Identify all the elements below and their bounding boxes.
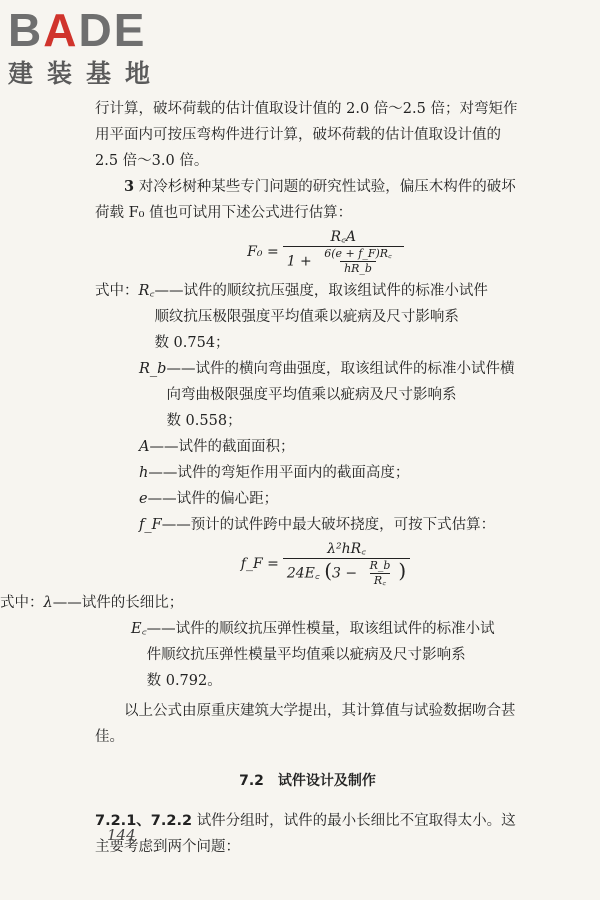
definition-symbol: E꜀ [131, 621, 147, 637]
symbol-definitions-2 [0, 590, 520, 694]
definition-line: 数 0.754； [154, 335, 230, 351]
definition-item [0, 590, 520, 616]
definition-line: 数 0.792。 [146, 673, 222, 689]
paragraph-2-number: 3 [124, 178, 135, 195]
formula2-denominator [283, 558, 410, 588]
logo-letter-a: A [43, 4, 79, 56]
definition-line: 顺纹抗压极限强度平均值乘以疵病及尺寸影响系 [154, 309, 459, 325]
definition-symbol: h [139, 465, 149, 481]
formula2-numerator: λ²hR꜀ [327, 541, 366, 557]
definition-text [166, 356, 520, 434]
paragraph-4 [95, 808, 520, 860]
logo-wordmark [8, 4, 164, 56]
where-label: 式中： [95, 283, 139, 299]
definition-line: ——试件的顺纹抗压强度，取该组试件的标准小试件 [154, 283, 488, 299]
formula2-den-coefficient: 24E꜀ [286, 565, 320, 582]
formula2-fraction [283, 540, 410, 588]
paragraph-4-number: 7.2.1、7.2.2 [95, 813, 193, 829]
formula1-inner-numerator: 6(e + f_F)R꜀ [324, 247, 392, 260]
definition-symbol: R_b [139, 361, 167, 377]
definition-symbol: f_F [139, 517, 162, 533]
definition-line: ——试件的偏心距； [147, 491, 279, 507]
paragraph-1: 行计算，破坏荷载的估计值取设计值的 2.0 倍～2.5 倍；对弯矩作用平面内可按压弯构件进行计算，破坏荷载的估计值取设计值的 2.5 倍～3.0 倍。 [95, 101, 518, 169]
definition-symbol: λ [43, 595, 53, 611]
formula1-numerator: R꜀A [330, 229, 356, 245]
logo-letters-de: DE [78, 4, 147, 56]
paragraph-2-text: 对冷杉树种某些专门问题的研究性试验，偏压木构件的破坏荷载 F₀ 值也可试用下述公式进行估算： [95, 179, 516, 221]
formula1-inner-denominator: hR_b [340, 261, 376, 276]
definition-line: ——试件的顺纹抗压弹性模量，取该组试件的标准小试 [146, 621, 495, 637]
symbol-definitions-1 [95, 278, 520, 538]
paragraph-4-text: 试件分组时，试件的最小长细比不宜取得太小。这主要考虑到两个问题： [95, 813, 516, 855]
formula2-inner-denominator: R꜀ [370, 573, 390, 588]
formula-deflection [135, 540, 520, 588]
brand-logo [8, 4, 164, 90]
definition-item [95, 434, 520, 460]
formula-failure-load [135, 228, 520, 276]
definition-item [95, 460, 520, 486]
definition-line: 向弯曲极限强度平均值乘以疵病及尺寸影响系 [166, 387, 457, 403]
definition-text [147, 616, 520, 694]
definition-symbol: R꜀ [138, 283, 155, 299]
definition-symbol: A [139, 439, 150, 455]
formula1-inner-fraction [320, 247, 396, 276]
page-content [0, 96, 520, 860]
paragraph-3: 以上公式由原重庆建筑大学提出，其计算值与试验数据吻合甚佳。 [95, 703, 516, 745]
right-paren: ) [398, 558, 407, 583]
definition-line: ——预计的试件跨中最大破坏挠度，可按下式估算： [161, 517, 496, 533]
where-label: 式中： [0, 595, 44, 611]
definition-line: ——试件的弯矩作用平面内的截面高度； [148, 465, 410, 481]
paragraph-2 [95, 174, 520, 226]
logo-letter-b: B [8, 4, 44, 56]
definition-symbol: e [139, 491, 148, 507]
formula1-den-prefix: 1 + [286, 253, 312, 270]
definition-line: ——试件的长细比； [52, 595, 184, 611]
section-title: 7.2 试件设计及制作 [239, 773, 376, 789]
definition-text [154, 278, 520, 356]
formula1-fraction [283, 228, 404, 276]
definition-line: 件顺纹抗压弹性模量平均值乘以疵病及尺寸影响系 [146, 647, 466, 663]
definition-item [95, 278, 520, 356]
definition-item [95, 512, 520, 538]
definition-item [95, 616, 520, 694]
logo-chinese-name: 建装基地 [8, 59, 165, 88]
formula2-inner-numerator: R_b [369, 559, 391, 572]
definition-item [95, 486, 520, 512]
formula1-denominator [283, 246, 404, 276]
definition-line: 数 0.558； [166, 413, 242, 429]
formula2-den-inner-left: 3 − [332, 565, 358, 582]
definition-line: ——试件的横向弯曲强度，取该组试件的标准小试件横 [166, 361, 515, 377]
formula2-lhs: f_F = [240, 556, 279, 572]
page-number: 144 [107, 826, 136, 844]
definition-item [95, 356, 520, 434]
definition-line: ——试件的截面面积； [149, 439, 295, 455]
left-paren: ( [324, 558, 333, 583]
formula2-inner-fraction [366, 559, 395, 588]
formula1-lhs: F₀ = [247, 244, 279, 260]
